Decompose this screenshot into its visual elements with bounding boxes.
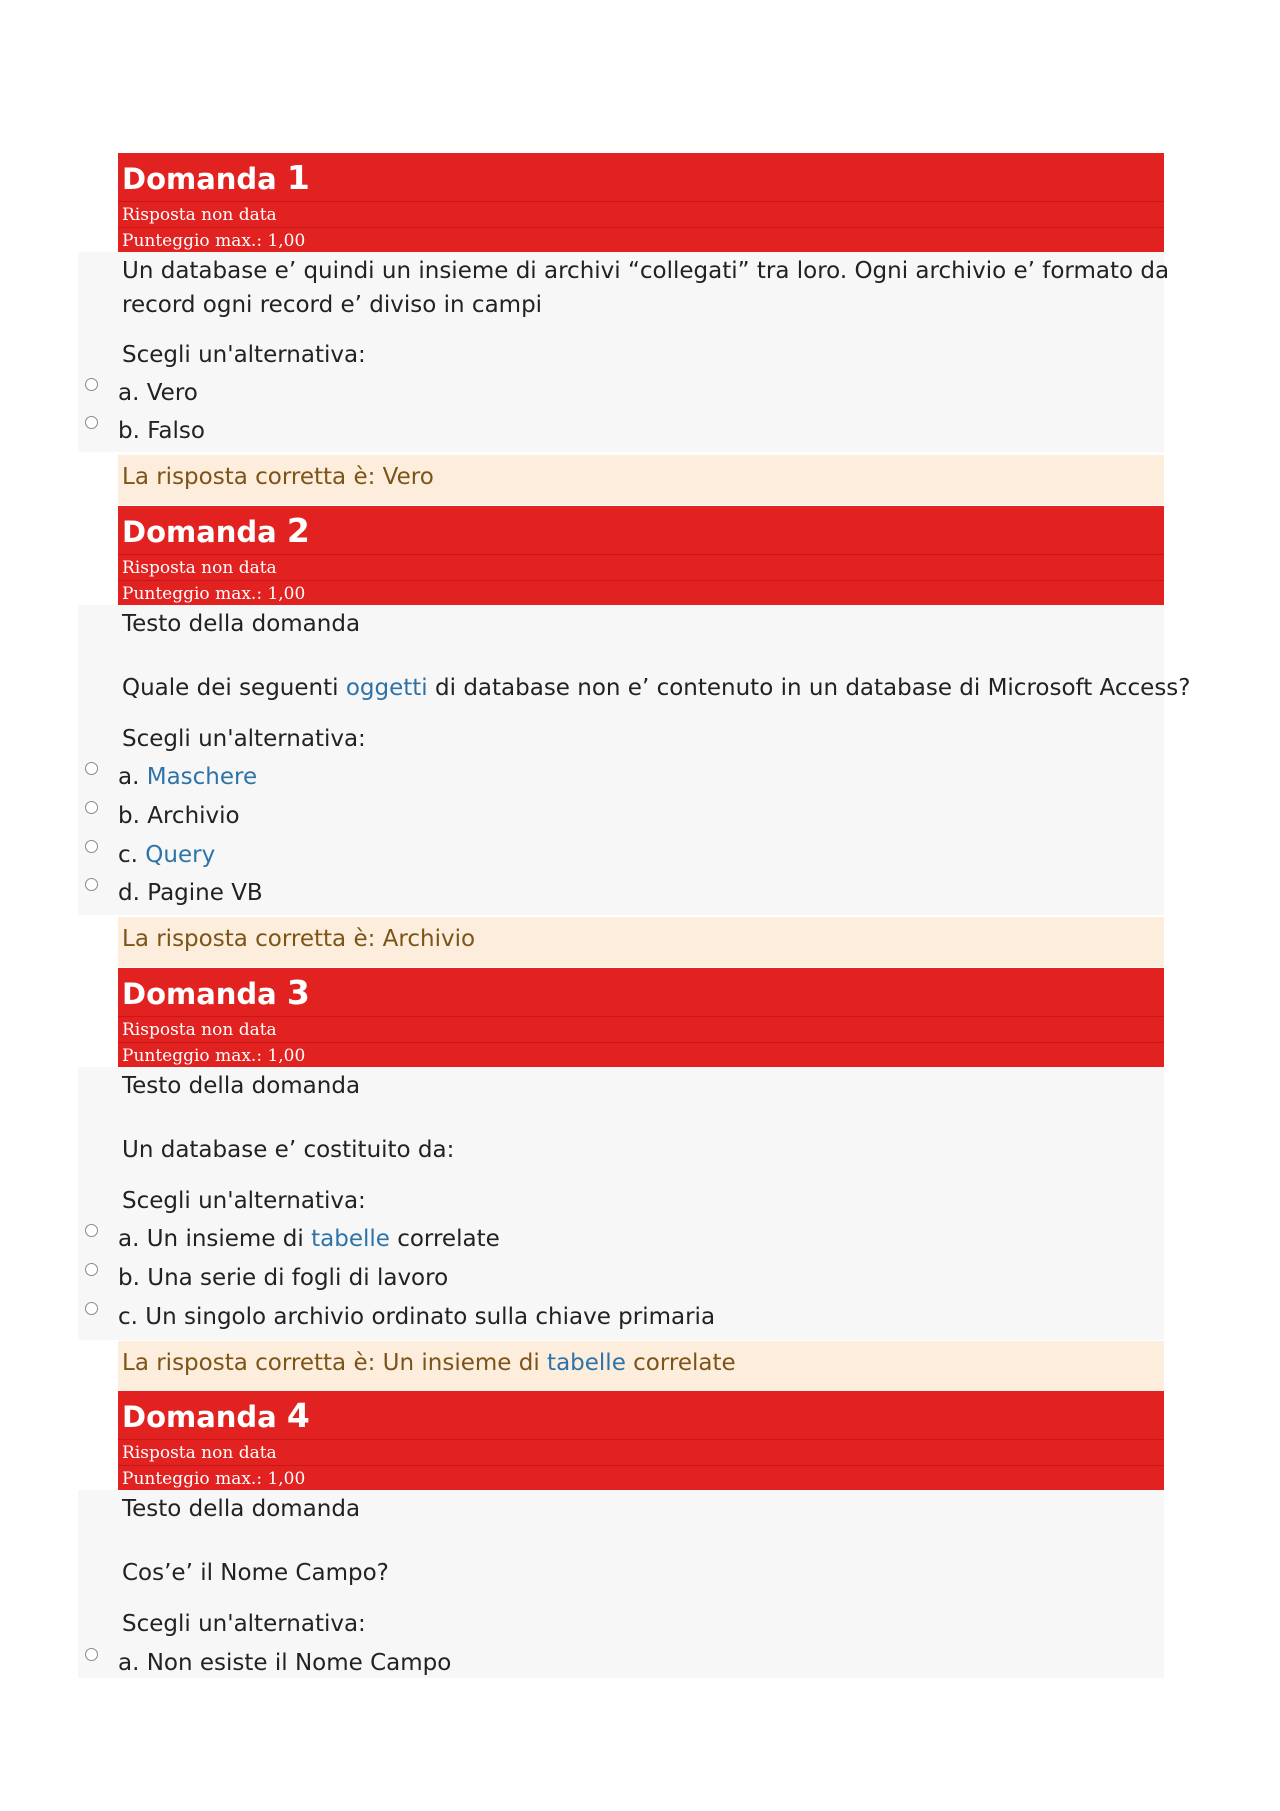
question-max-score: Punteggio max.: 1,00	[122, 231, 306, 251]
option-radio[interactable]	[85, 762, 98, 775]
option-radio[interactable]	[85, 878, 98, 891]
question-max-score: Punteggio max.: 1,00	[122, 1469, 306, 1489]
choice-prompt: Scegli un'alternativa:	[122, 726, 366, 752]
question-header	[118, 153, 1164, 252]
glossary-link[interactable]: tabelle	[547, 1350, 626, 1376]
question-text-line: Un database e’ quindi un insieme di archivi “collegati” tra loro. Ogni archivio e’ formato da	[122, 258, 1170, 284]
choice-prompt: Scegli un'alternativa:	[122, 1611, 366, 1637]
question-text: Quale dei seguenti oggetti di database non e’ contenuto in un database di Microsoft Access?	[122, 675, 1191, 701]
option-radio[interactable]	[85, 378, 98, 391]
question-intro: Testo della domanda	[122, 1073, 361, 1099]
option-label[interactable]: a. Un insieme di tabelle correlate	[118, 1226, 500, 1252]
question-title: Domanda 3	[122, 973, 310, 1012]
correct-answer: La risposta corretta è: Vero	[118, 455, 1164, 505]
option-radio[interactable]	[85, 1224, 98, 1237]
option-radio[interactable]	[85, 1648, 98, 1661]
question-max-score: Punteggio max.: 1,00	[122, 1046, 306, 1066]
question-number: 3	[286, 973, 310, 1012]
question-header	[118, 1391, 1164, 1490]
choice-prompt: Scegli un'alternativa:	[122, 1188, 366, 1214]
option-label[interactable]: a. Vero	[118, 380, 198, 406]
option-label[interactable]: b. Archivio	[118, 803, 240, 829]
option-label[interactable]: c. Query	[118, 842, 216, 868]
question-number: 1	[286, 158, 310, 197]
question-text-line: record ogni record e’ diviso in campi	[122, 292, 543, 318]
option-radio[interactable]	[85, 801, 98, 814]
option-radio[interactable]	[85, 416, 98, 429]
question-title: Domanda 2	[122, 511, 310, 550]
question-title: Domanda 1	[122, 158, 310, 197]
glossary-link[interactable]: tabelle	[311, 1226, 390, 1252]
question-max-score: Punteggio max.: 1,00	[122, 584, 306, 604]
correct-answer: La risposta corretta è: Un insieme di tabelle correlate	[118, 1341, 1164, 1391]
question-status: Risposta non data	[122, 205, 277, 225]
option-radio[interactable]	[85, 1302, 98, 1315]
option-label[interactable]: b. Una serie di fogli di lavoro	[118, 1265, 449, 1291]
question-status: Risposta non data	[122, 558, 277, 578]
choice-prompt: Scegli un'alternativa:	[122, 342, 366, 368]
option-radio[interactable]	[85, 840, 98, 853]
option-label[interactable]: d. Pagine VB	[118, 880, 263, 906]
option-label[interactable]: b. Falso	[118, 418, 205, 444]
option-label[interactable]: a. Non esiste il Nome Campo	[118, 1650, 452, 1676]
question-intro: Testo della domanda	[122, 611, 361, 637]
question-status: Risposta non data	[122, 1443, 277, 1463]
question-title: Domanda 4	[122, 1396, 310, 1435]
correct-answer: La risposta corretta è: Archivio	[118, 917, 1164, 967]
option-label[interactable]: c. Un singolo archivio ordinato sulla chiave primaria	[118, 1304, 716, 1330]
question-number: 4	[286, 1396, 310, 1435]
question-text: Un database e’ costituito da:	[122, 1137, 455, 1163]
question-number: 2	[286, 511, 310, 550]
question-status: Risposta non data	[122, 1020, 277, 1040]
question-intro: Testo della domanda	[122, 1496, 361, 1522]
option-label[interactable]: a. Maschere	[118, 764, 258, 790]
question-text: Cos’e’ il Nome Campo?	[122, 1560, 389, 1586]
option-radio[interactable]	[85, 1263, 98, 1276]
glossary-link[interactable]: oggetti	[345, 675, 428, 701]
question-body	[78, 605, 1164, 915]
question-header	[118, 506, 1164, 605]
question-header	[118, 968, 1164, 1067]
